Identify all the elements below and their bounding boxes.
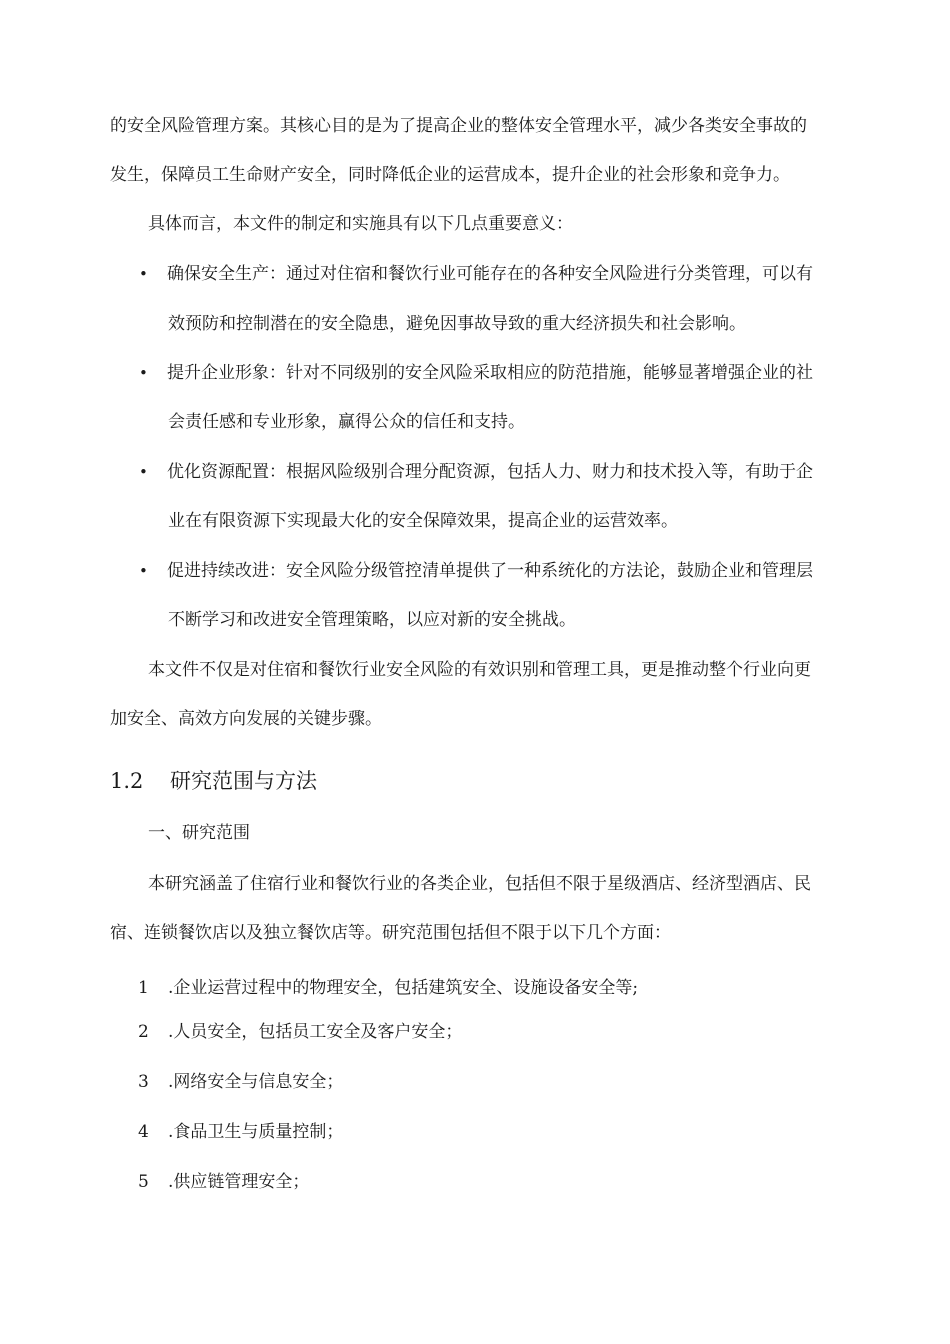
bullet-3-line-2: 业在有限资源下实现最大化的安全保障效果，提高企业的运营效率。	[168, 511, 678, 531]
list-item-number: 4	[138, 1122, 149, 1142]
list-item-number: 1	[138, 978, 149, 998]
scope-line-2: 宿、连锁餐饮店以及独立餐饮店等。研究范围包括但不限于以下几个方面：	[110, 923, 671, 943]
list-item-number: 3	[138, 1072, 149, 1092]
list-item	[138, 1020, 462, 1044]
bullet-marker: •	[139, 463, 148, 481]
list-item-text: .网络安全与信息安全；	[168, 1072, 344, 1092]
conclusion-line-1: 本文件不仅是对住宿和餐饮行业安全风险的有效识别和管理工具，更是推动整个行业向更	[148, 660, 811, 680]
bullet-1-line-2: 效预防和控制潜在的安全隐患，避免因事故导致的重大经济损失和社会影响。	[168, 314, 746, 334]
bullet-2-line-2: 会责任感和专业形象，赢得公众的信任和支持。	[168, 412, 525, 432]
section-number: 1.2	[110, 769, 144, 793]
bullet-marker: •	[139, 265, 148, 283]
list-item-number: 2	[138, 1022, 149, 1042]
list-item-text: .食品卫生与质量控制；	[168, 1122, 344, 1142]
conclusion-line-2: 加安全、高效方向发展的关键步骤。	[110, 709, 382, 729]
intro-line-3: 具体而言，本文件的制定和实施具有以下几点重要意义：	[148, 214, 573, 234]
bullet-marker: •	[139, 364, 148, 382]
list-item-text: .企业运营过程中的物理安全，包括建筑安全、设施设备安全等;	[168, 978, 639, 998]
bullet-1-line-1: 确保安全生产：通过对住宿和餐饮行业可能存在的各种安全风险进行分类管理，可以有	[167, 264, 813, 284]
list-item-text: .人员安全，包括员工安全及客户安全；	[168, 1022, 463, 1042]
subsection-heading: 一、研究范围	[148, 823, 250, 843]
intro-line-2: 发生，保障员工生命财产安全，同时降低企业的运营成本，提升企业的社会形象和竞争力。	[110, 165, 790, 185]
bullet-3-line-1: 优化资源配置：根据风险级别合理分配资源，包括人力、财力和技术投入等，有助于企	[167, 462, 813, 482]
list-item	[138, 976, 638, 1000]
list-item	[138, 1170, 309, 1194]
section-heading	[110, 767, 317, 795]
list-item-number: 5	[138, 1172, 149, 1192]
list-item	[138, 1120, 343, 1144]
bullet-2-line-1: 提升企业形象：针对不同级别的安全风险采取相应的防范措施，能够显著增强企业的社	[167, 363, 813, 383]
bullet-4-line-1: 促进持续改进：安全风险分级管控清单提供了一种系统化的方法论，鼓励企业和管理层	[167, 561, 813, 581]
bullet-4-line-2: 不断学习和改进安全管理策略，以应对新的安全挑战。	[168, 610, 576, 630]
bullet-marker: •	[139, 562, 148, 580]
intro-line-1: 的安全风险管理方案。其核心目的是为了提高企业的整体安全管理水平，减少各类安全事故的	[110, 116, 807, 136]
section-title: 研究范围与方法	[170, 769, 317, 793]
list-item	[138, 1070, 343, 1094]
list-item-text: .供应链管理安全；	[168, 1172, 310, 1192]
scope-line-1: 本研究涵盖了住宿行业和餐饮行业的各类企业，包括但不限于星级酒店、经济型酒店、民	[148, 874, 811, 894]
